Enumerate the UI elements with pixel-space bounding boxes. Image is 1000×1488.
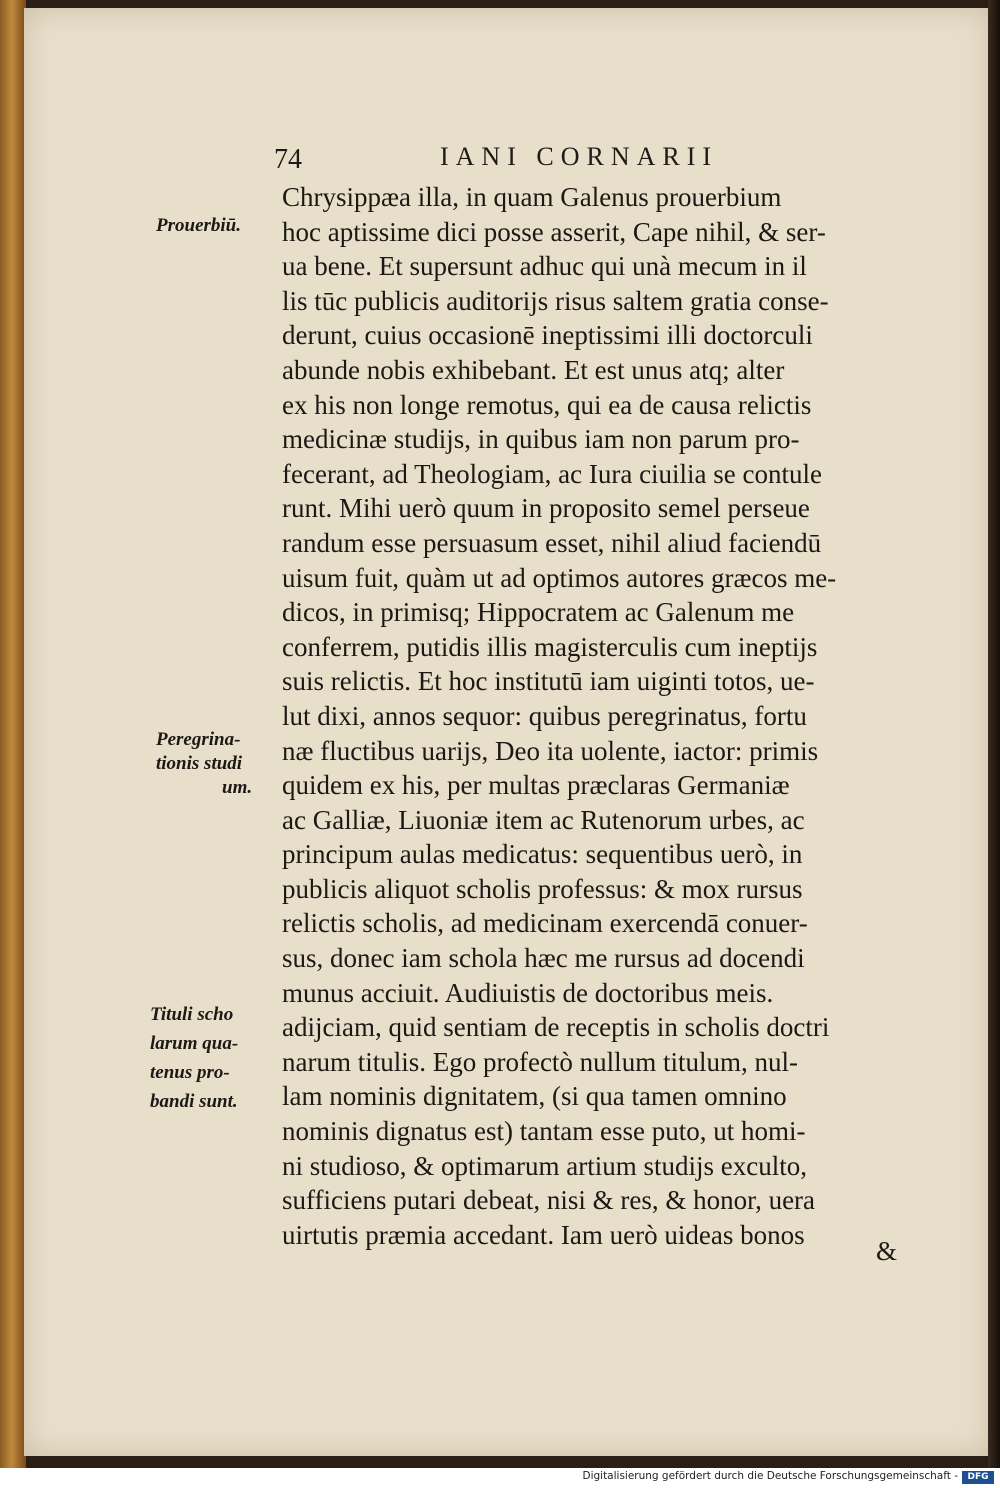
text-line: lut dixi, annos sequor: quibus peregrinatus, fortu xyxy=(282,700,807,731)
margin-note-line: tionis studi xyxy=(156,753,243,774)
text-line: uirtutis præmia accedant. Iam uerò uideas bonos xyxy=(282,1219,805,1250)
text-line: derunt, cuius occasionē ineptissimi illi doctorculi xyxy=(282,320,813,351)
text-line: ua bene. Et supersunt adhuc qui unà mecum in il xyxy=(282,251,807,282)
margin-note-line: Prouerbiū. xyxy=(156,215,241,236)
text-line: Chrysippæa illa, in quam Galenus prouerbium xyxy=(282,182,782,212)
funding-credit: Digitalisierung gefördert durch die Deutsche Forschungsgemeinschaft - xyxy=(582,1470,958,1482)
text-line: adijciam, quid sentiam de receptis in scholis doctri xyxy=(282,1012,830,1043)
margin-note-line: um. xyxy=(222,777,253,798)
margin-note-travel xyxy=(156,728,252,800)
text-line: hoc aptissime dici posse asserit, Cape nihil, & ser- xyxy=(282,216,826,247)
text-line: ex his non longe remotus, qui ea de causa relictis xyxy=(282,389,812,420)
margin-note-line: bandi sunt. xyxy=(150,1091,238,1112)
margin-note-line: larum qua- xyxy=(150,1033,239,1054)
text-line: abunde nobis exhibebant. Et est unus atq; alter xyxy=(282,354,785,385)
text-line: munus acciuit. Audiuistis de doctoribus meis. xyxy=(282,977,774,1008)
text-line: publicis aliquot scholis professus: & mox rursus xyxy=(282,873,803,904)
text-line: dicos, in primisq; Hippocratem ac Galenum me xyxy=(282,597,795,628)
running-head: IANI CORNARII xyxy=(440,142,719,171)
text-line: ni studioso, & optimarum artium studijs exculto, xyxy=(282,1150,807,1181)
text-line: ac Galliæ, Liuoniæ item ac Rutenorum urbes, ac xyxy=(282,804,805,835)
text-line: narum titulis. Ego profectò nullum titulum, nul- xyxy=(282,1046,798,1077)
text-line: fecerant, ad Theologiam, ac Iura ciuilia se contule xyxy=(282,458,822,489)
text-line: nominis dignatus est) tantam esse puto, ut homi- xyxy=(282,1116,806,1147)
book-spine xyxy=(0,0,26,1468)
main-text-block xyxy=(282,180,922,1252)
margin-note-line: Peregrina- xyxy=(156,729,241,750)
text-line: lis tūc publicis auditorijs risus saltem gratia conse- xyxy=(282,285,829,316)
text-line: runt. Mihi uerò quum in proposito semel perseue xyxy=(282,493,810,524)
dfg-logo[interactable]: DFG xyxy=(962,1471,994,1484)
margin-note-titles xyxy=(150,1000,238,1116)
text-line: medicinæ studijs, in quibus iam non parum pro- xyxy=(282,424,800,455)
text-line: suis relictis. Et hoc institutū iam uiginti totos, ue- xyxy=(282,666,815,697)
text-line: conferrem, putidis illis magisterculis cum ineptijs xyxy=(282,631,818,662)
text-line: quidem ex his, per multas præclaras Germaniæ xyxy=(282,770,790,801)
margin-note-proverb xyxy=(156,214,241,238)
page-number: 74 xyxy=(274,144,302,175)
text-line: sus, donec iam schola hæc me rursus ad docendi xyxy=(282,943,805,974)
margin-note-line: Tituli scho xyxy=(150,1004,234,1025)
text-line: næ fluctibus uarijs, Deo ita uolente, iactor: primis xyxy=(282,735,819,766)
footer-bar xyxy=(0,1468,1000,1488)
text-line: uisum fuit, quàm ut ad optimos autores græcos me- xyxy=(282,562,837,593)
page-edge-shadow xyxy=(988,0,1000,1468)
text-line: principum aulas medicatus: sequentibus uerò, in xyxy=(282,839,803,870)
margin-note-line: tenus pro- xyxy=(150,1062,230,1083)
text-line: lam nominis dignitatem, (si qua tamen omnino xyxy=(282,1081,787,1112)
text-line: sufficiens putari debeat, nisi & res, & honor, uera xyxy=(282,1185,816,1216)
text-line: relictis scholis, ad medicinam exercendā conuer- xyxy=(282,908,808,939)
catchword: & xyxy=(876,1236,898,1266)
text-line: randum esse persuasum esset, nihil aliud faciendū xyxy=(282,527,822,558)
